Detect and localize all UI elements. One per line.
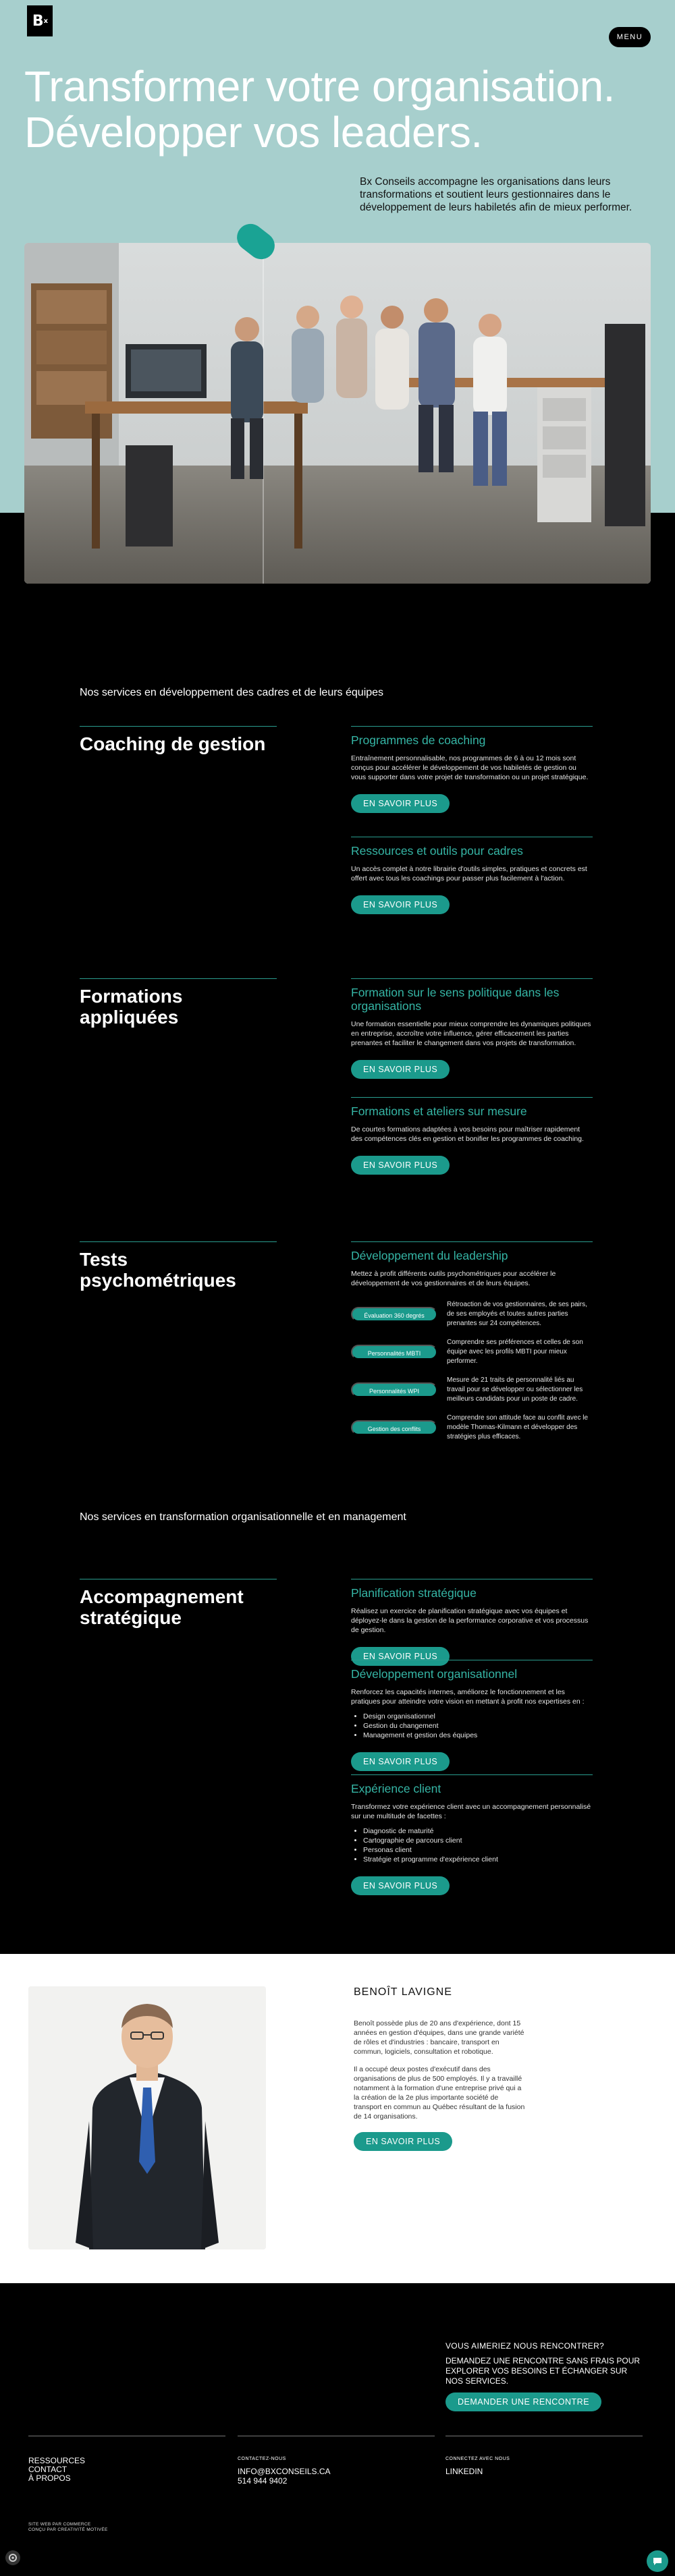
credit-line: CONÇU PAR CREATIVITÉ MOTIVÉE [28,2527,108,2532]
service-title: Programmes de coaching [351,733,486,747]
title-formations: Formations appliquées [80,978,277,1028]
logo[interactable] [27,5,53,36]
profile-name: BENOÎT LAVIGNE [354,1986,452,1998]
service-title: Formation sur le sens politique dans les organisations [351,986,560,1013]
footer-nav [28,2436,225,2483]
service-formations-ateliers [351,1097,593,1175]
social-label: CONNECTEZ AVEC NOUS [446,2457,510,2461]
profile-bio-paragraph: Benoît possède plus de 20 ans d'expérience, dont 15 années en gestion d'équipes, dans une grande variété de rôles et d'industries : bancaire, transport en commun, logiciels, consultation et robotique. [354,2019,524,2056]
test-description: Mesure de 21 traits de personnalité liés au travail pour se développer ou sélectionner les meilleurs candidats pour un poste de cadre. [447,1376,583,1403]
learn-more-button[interactable]: EN SAVOIR PLUS [351,1752,450,1771]
bullet-list [363,1826,593,1864]
meeting-description: DEMANDEZ UNE RENCONTRE SANS FRAIS POUR EXPLORER VOS BESOINS ET ÉCHANGER SUR NOS SERVICES. [446,2356,641,2386]
profile-learn-more-button[interactable]: EN SAVOIR PLUS [354,2132,452,2151]
test-row [351,1413,593,1442]
credit-line[interactable]: SITE WEB PAR COMMERCE [28,2522,91,2527]
test-description: Comprendre ses préférences et celles de son équipe avec les profils MBTI pour mieux performer. [447,1339,583,1365]
service-description: Entraînement personnalisable, nos programmes de 6 à ou 12 mois sont conçus pour accélérer le développement de vos habiletés de gestion ou vous supporter dans votre projet de transformation ou un projet stratégique. [351,754,589,781]
list-item: • Gestion du changement [363,1721,593,1731]
portrait-photo [28,1986,266,2249]
profile-bio-paragraph: Il a occupé deux postes d'exécutif dans des organisations de plus de 500 employés. Il y a travaillé notamment à la formation d'une entreprise privé qui a la création de la 2e plus importante société de transport en commun au Québec résultant de la fusion de 14 organisations. [354,2065,525,2121]
businessman-portrait [28,1986,266,2249]
cookie-settings-icon[interactable] [5,2550,20,2565]
test-description: Comprendre son attitude face au conflit avec le modèle Thomas-Kilmann et développer des stratégies plus efficaces. [447,1414,589,1440]
bullet-list [363,1712,593,1740]
psychometric-tests-list [351,1300,593,1442]
hero-title-line2: Développer vos leaders. [24,108,483,157]
test-button-360[interactable]: Évaluation 360 degrés [351,1307,437,1322]
list-item: • Stratégie et programme d'expérience client [363,1855,593,1864]
title-tests: Tests psychométriques [80,1241,277,1291]
learn-more-button[interactable]: EN SAVOIR PLUS [351,1647,450,1666]
service-developpement-leadership [351,1241,593,1451]
service-title: Expérience client [351,1782,441,1795]
hero-title [24,63,659,155]
list-item: • Diagnostic de maturité [363,1826,593,1836]
profile-bio [354,2019,528,2121]
menu-button[interactable]: MENU [609,27,651,47]
office-team-illustration [24,243,651,584]
title-coaching: Coaching de gestion [80,726,277,754]
test-row [351,1376,593,1404]
service-title: Développement du leadership [351,1249,508,1262]
test-description: Rétroaction de vos gestionnaires, de ses pairs, de ses employés et toutes autres parties prenantes sur 24 compétences. [447,1301,587,1327]
service-description: Transformez votre expérience client avec un accompagnement personnalisé sur une multitude de facettes : [351,1803,591,1820]
contact-label: CONTACTEZ-NOUS [238,2457,286,2461]
learn-more-button[interactable]: EN SAVOIR PLUS [351,1060,450,1079]
footer-link-contact[interactable]: CONTACT [28,2465,68,2474]
title-accompagnement: Accompagnement stratégique [80,1579,277,1628]
site-credit [28,2522,108,2533]
meeting-question: VOUS AIMERIEZ NOUS RENCONTRER? [446,2341,605,2351]
list-item: • Management et gestion des équipes [363,1731,593,1740]
request-meeting-button[interactable]: DEMANDER UNE RENCONTRE [446,2392,601,2411]
service-sens-politique [351,978,593,1079]
service-developpement-organisationnel [351,1660,593,1771]
list-item: • Personas client [363,1845,593,1855]
service-title: Planification stratégique [351,1586,477,1600]
list-item: • Design organisationnel [363,1712,593,1721]
service-description: Un accès complet à notre librairie d'outils simples, pratiques et concrets est offert avec tous les coachings pour passer plus facilement à l'action. [351,865,587,883]
service-description: Mettez à profit différents outils psychométriques pour accélérer le développement de vos gestionnaires et de leurs équipes. [351,1270,556,1287]
footer-link-a-propos[interactable]: À PROPOS [28,2473,71,2483]
test-row [351,1300,593,1328]
chat-icon[interactable] [647,2550,668,2572]
service-planification-strategique [351,1579,593,1666]
logo-letter: B [32,12,43,30]
test-button-mbti[interactable]: Personnalités MBTI [351,1345,437,1360]
hero-team-photo [24,243,651,584]
learn-more-button[interactable]: EN SAVOIR PLUS [351,895,450,914]
hero-title-line1: Transformer votre organisation. [24,62,615,111]
learn-more-button[interactable]: EN SAVOIR PLUS [351,1876,450,1895]
logo-superscript: x [43,17,48,25]
section-heading-development: Nos services en développement des cadres et de leurs équipes [80,687,384,698]
footer-social [446,2436,643,2476]
service-description: De courtes formations adaptées à vos besoins pour maîtriser rapidement des compétences clés en gestion et bonifier les programmes de coaching. [351,1125,584,1143]
hero-intro: Bx Conseils accompagne les organisations dans leurs transformations et soutient leurs gestionnaires dans le développement de leurs habiletés afin de mieux performer. [360,176,632,213]
list-item: • Cartographie de parcours client [363,1836,593,1845]
test-button-conflits[interactable]: Gestion des conflits [351,1420,437,1435]
test-row [351,1338,593,1366]
test-button-wpi[interactable]: Personnalités WPI [351,1382,437,1397]
learn-more-button[interactable]: EN SAVOIR PLUS [351,1156,450,1175]
learn-more-button[interactable]: EN SAVOIR PLUS [351,794,450,813]
service-experience-client [351,1774,593,1895]
contact-email[interactable]: INFO@BXCONSEILS.CA [238,2467,331,2476]
service-title: Développement organisationnel [351,1667,518,1681]
service-title: Ressources et outils pour cadres [351,844,523,858]
service-description: Une formation essentielle pour mieux comprendre les dynamiques politiques en entreprise, accroître votre influence, gérer efficacement les parties prenantes et faciliter le changement dans vos projets de transformation. [351,1020,591,1047]
service-description: Réalisez un exercice de planification stratégique avec vos équipes et déployez-le dans la gestion de la performance corporative et vos processus de gestion. [351,1607,589,1634]
footer-link-ressources[interactable]: RESSOURCES [28,2456,86,2465]
service-title: Formations et ateliers sur mesure [351,1104,527,1118]
contact-phone[interactable]: 514 944 9402 [238,2476,288,2486]
profile-section [0,1954,675,2283]
linkedin-link[interactable]: LINKEDIN [446,2467,483,2476]
section-heading-transformation: Nos services en transformation organisationnelle et en management [80,1511,406,1523]
footer-contact [238,2436,435,2486]
service-description: Renforcez les capacités internes, améliorez le fonctionnement et les pratiques pour atteindre votre vision en mettant à profit nos expertises en : [351,1688,585,1706]
service-programmes-coaching [351,726,593,813]
service-ressources-outils [351,837,593,914]
